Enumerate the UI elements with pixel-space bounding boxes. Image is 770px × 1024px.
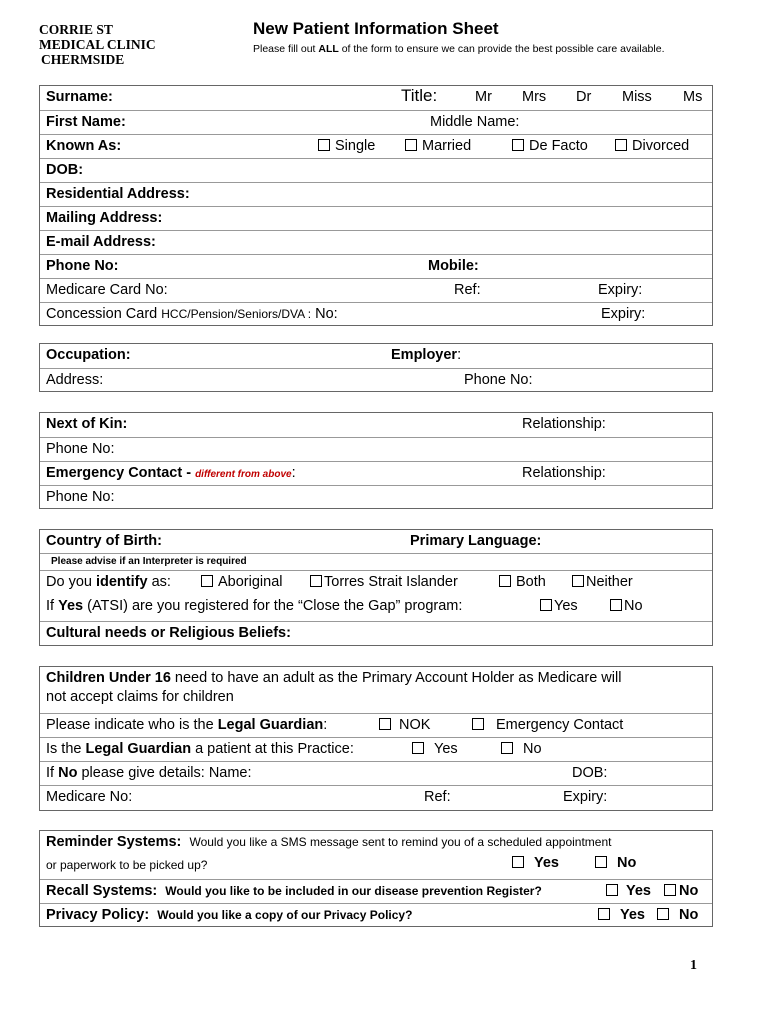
dob-row[interactable]: [40, 158, 712, 183]
close-the-gap-no[interactable]: No: [610, 598, 643, 614]
marital-de-facto[interactable]: De Facto: [512, 138, 588, 154]
identify-both[interactable]: Both: [499, 574, 546, 590]
identify-neither[interactable]: Neither: [572, 574, 633, 590]
nok-checkbox[interactable]: [379, 718, 391, 730]
both-checkbox[interactable]: [499, 575, 511, 587]
identify-label: Do you identify as:: [46, 574, 171, 590]
children-heading: [40, 667, 712, 713]
torres-strait-checkbox[interactable]: [310, 575, 322, 587]
marital-married[interactable]: Married: [405, 138, 471, 154]
recall-yes[interactable]: Yes: [606, 883, 651, 899]
guardian-dob-label: DOB:: [572, 765, 608, 781]
occupation-section: [39, 343, 713, 392]
country-of-birth-label: Country of Birth:: [46, 533, 162, 549]
reminder-no-checkbox[interactable]: [595, 856, 607, 868]
recall-no[interactable]: No: [664, 883, 698, 899]
medicare-label: Medicare Card No:: [46, 282, 168, 298]
identify-row[interactable]: [40, 570, 712, 595]
guardian-emergency-checkbox[interactable]: [472, 718, 484, 730]
emergency-phone-row[interactable]: [40, 485, 712, 510]
recall-no-checkbox[interactable]: [664, 884, 676, 896]
guardian-emergency[interactable]: Emergency Contact: [472, 717, 623, 733]
interpreter-row: [40, 553, 712, 571]
next-of-kin-label: Next of Kin:: [46, 416, 128, 432]
recall-row[interactable]: [40, 879, 712, 904]
guardian-patient-label: Is the Legal Guardian a patient at this Practice:: [46, 741, 354, 757]
close-the-gap-row[interactable]: [40, 595, 712, 619]
privacy-yes-checkbox[interactable]: [598, 908, 610, 920]
identify-aboriginal[interactable]: Aboriginal: [201, 574, 283, 590]
medicare-expiry-label: Expiry:: [598, 282, 643, 298]
guardian-medicare-label: Medicare No:: [46, 789, 133, 805]
subtitle-pre: Please fill out: [253, 43, 319, 55]
beliefs-label: Cultural needs or Religious Beliefs:: [46, 625, 291, 641]
mailing-address-label: Mailing Address:: [46, 210, 163, 226]
children-heading-line-2: not accept claims for children: [46, 689, 234, 705]
privacy-yes[interactable]: Yes: [598, 907, 645, 923]
children-section: [39, 666, 713, 811]
single-checkbox[interactable]: [318, 139, 330, 151]
email-row[interactable]: [40, 230, 712, 255]
surname-label: Surname:: [46, 89, 113, 105]
guardian-nok[interactable]: NOK: [379, 717, 430, 733]
next-of-kin-row[interactable]: [40, 413, 712, 437]
privacy-label: Privacy Policy:: [46, 907, 150, 923]
dob-label: DOB:: [46, 162, 84, 178]
work-address-row[interactable]: [40, 368, 712, 393]
phone-row[interactable]: [40, 254, 712, 279]
guardian-details-row[interactable]: [40, 761, 712, 786]
neither-checkbox[interactable]: [572, 575, 584, 587]
beliefs-row[interactable]: [40, 621, 712, 646]
interpreter-note: Please advise if an Interpreter is required: [51, 556, 247, 567]
clinic-line-3: CHERMSIDE: [41, 52, 125, 67]
work-address-label: Address:: [46, 372, 104, 388]
employer-label: Employer:: [391, 347, 462, 363]
kin-relationship-label: Relationship:: [522, 416, 606, 432]
mailing-address-row[interactable]: [40, 206, 712, 231]
guardian-ref-label: Ref:: [424, 789, 451, 805]
reminder-no[interactable]: No: [595, 855, 636, 871]
medicare-row[interactable]: [40, 278, 712, 303]
kin-phone-label: Phone No:: [46, 441, 115, 457]
guardian-patient-no[interactable]: No: [501, 741, 542, 757]
systems-section: [39, 830, 713, 927]
title-option-ms[interactable]: Ms: [683, 89, 703, 105]
mobile-label: Mobile:: [428, 258, 479, 274]
marital-divorced[interactable]: Divorced: [615, 138, 689, 154]
emergency-contact-label: Emergency Contact - different from above:: [46, 465, 296, 481]
children-heading-line-1: Children Under 16 need to have an adult as the Primary Account Holder as Medicare will: [46, 670, 622, 686]
occupation-label: Occupation:: [46, 347, 131, 363]
close-the-gap-yes[interactable]: Yes: [540, 598, 578, 614]
first-name-label: First Name:: [46, 114, 126, 130]
clinic-line-1: CORRIE ST: [39, 22, 113, 37]
aboriginal-checkbox[interactable]: [201, 575, 213, 587]
privacy-no-checkbox[interactable]: [657, 908, 669, 920]
guardian-patient-row[interactable]: [40, 737, 712, 762]
ctg-yes-checkbox[interactable]: [540, 599, 552, 611]
de-facto-checkbox[interactable]: [512, 139, 524, 151]
title-option-dr[interactable]: Dr: [576, 89, 592, 105]
residential-address-row[interactable]: [40, 182, 712, 207]
subtitle-post: of the form to ensure we can provide the best possible care available.: [338, 43, 665, 55]
first-name-row[interactable]: [40, 110, 712, 135]
cultural-section: [39, 529, 713, 646]
primary-language-label: Primary Language:: [410, 533, 542, 549]
guardian-medicare-row[interactable]: [40, 785, 712, 810]
privacy-row[interactable]: [40, 903, 712, 928]
married-checkbox[interactable]: [405, 139, 417, 151]
reminder-text-line-1: Reminder Systems: Would you like a SMS message sent to remind you of a scheduled appointment: [46, 834, 612, 850]
emergency-phone-label: Phone No:: [46, 489, 115, 505]
ctg-no-checkbox[interactable]: [610, 599, 622, 611]
page-title: New Patient Information Sheet: [253, 19, 499, 38]
close-the-gap-label: If Yes (ATSI) are you registered for the “Close the Gap” program:: [46, 598, 463, 614]
emergency-contact-row[interactable]: [40, 461, 712, 486]
concession-expiry-label: Expiry:: [601, 306, 646, 322]
email-label: E-mail Address:: [46, 234, 156, 250]
concession-row[interactable]: [40, 302, 712, 327]
subtitle-bold: ALL: [318, 43, 339, 55]
work-phone-label: Phone No:: [464, 372, 533, 388]
clinic-line-2: MEDICAL CLINIC: [39, 37, 156, 52]
reminder-text-line-2: or paperwork to be picked up?: [46, 858, 208, 872]
reminder-label: Reminder Systems:: [46, 834, 182, 850]
concession-label: Concession Card HCC/Pension/Seniors/DVA : No:: [46, 306, 338, 322]
page-number: 1: [690, 958, 697, 973]
page-subtitle: [253, 41, 693, 57]
emergency-relationship-label: Relationship:: [522, 465, 606, 481]
divorced-checkbox[interactable]: [615, 139, 627, 151]
title-label: Title:: [401, 86, 438, 105]
guardian-yes-checkbox[interactable]: [412, 742, 424, 754]
known-as-label: Known As:: [46, 138, 122, 154]
reminder-yes[interactable]: Yes: [512, 855, 559, 871]
recall-label: Recall Systems:: [46, 883, 158, 899]
guardian-row[interactable]: [40, 713, 712, 738]
medicare-ref-label: Ref:: [454, 282, 481, 298]
next-of-kin-section: [39, 412, 713, 509]
guardian-label: Please indicate who is the Legal Guardian:: [46, 717, 328, 733]
clinic-name: [39, 22, 156, 67]
guardian-no-checkbox[interactable]: [501, 742, 513, 754]
reminder-row[interactable]: [40, 831, 712, 879]
known-as-row[interactable]: [40, 134, 712, 159]
recall-text: Recall Systems: Would you like to be included in our disease prevention Register?: [46, 883, 542, 899]
residential-address-label: Residential Address:: [46, 186, 190, 202]
reminder-yes-checkbox[interactable]: [512, 856, 524, 868]
personal-details-section: [39, 85, 713, 326]
identify-torres-strait[interactable]: Torres Strait Islander: [310, 574, 458, 590]
country-row[interactable]: [40, 530, 712, 554]
surname-row[interactable]: [40, 86, 712, 110]
title-option-miss[interactable]: Miss: [622, 89, 652, 105]
occupation-row[interactable]: [40, 344, 712, 368]
guardian-details-label: If No please give details: Name:: [46, 765, 252, 781]
title-option-mr[interactable]: Mr: [475, 89, 492, 105]
kin-phone-row[interactable]: [40, 437, 712, 462]
middle-name-label: Middle Name:: [430, 114, 520, 130]
privacy-no[interactable]: No: [657, 907, 698, 923]
phone-label: Phone No:: [46, 258, 119, 274]
title-option-mrs[interactable]: Mrs: [522, 89, 547, 105]
marital-single[interactable]: Single: [318, 138, 375, 154]
guardian-patient-yes[interactable]: Yes: [412, 741, 458, 757]
privacy-text: Privacy Policy: Would you like a copy of our Privacy Policy?: [46, 907, 413, 923]
recall-yes-checkbox[interactable]: [606, 884, 618, 896]
guardian-expiry-label: Expiry:: [563, 789, 608, 805]
